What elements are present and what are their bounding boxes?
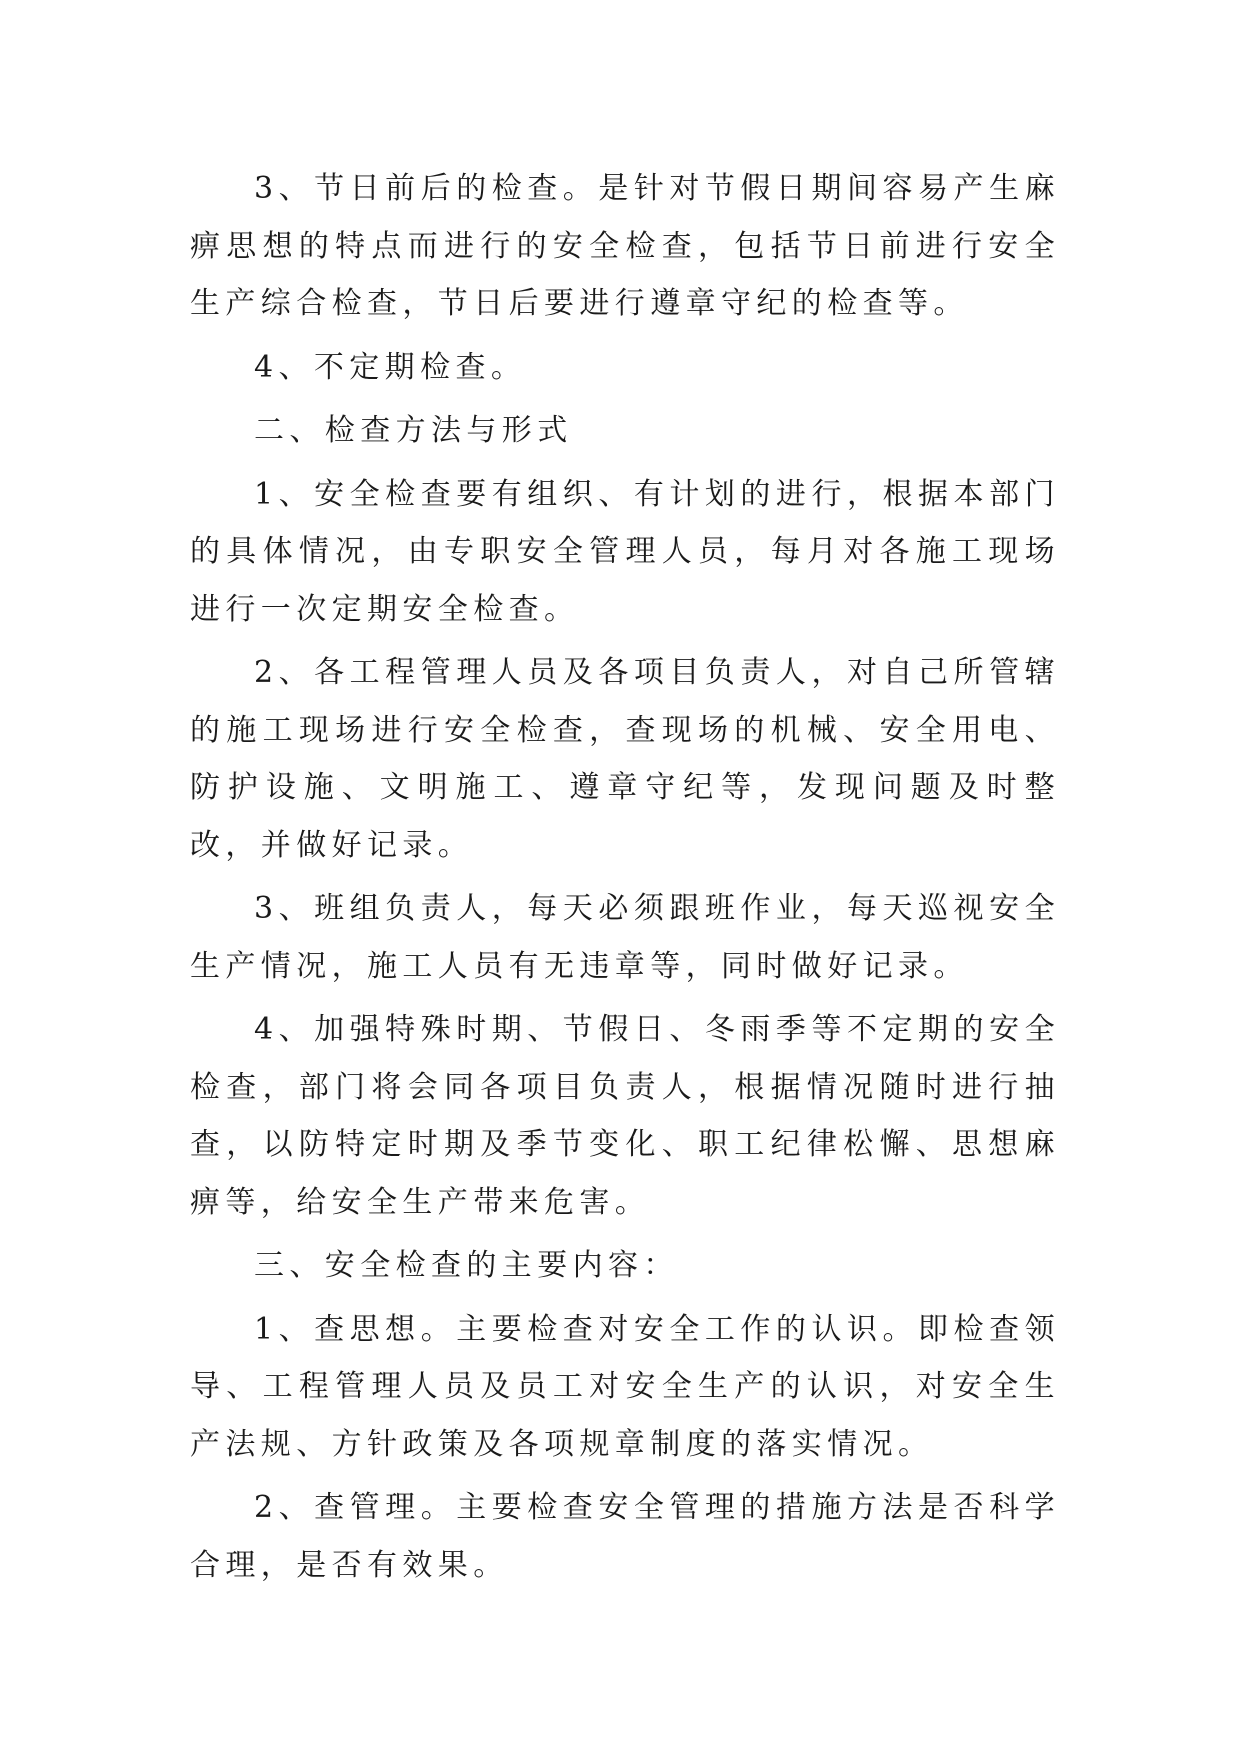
section-heading-contents: 三、安全检查的主要内容：: [254, 1248, 679, 1283]
paragraph-method-2: 2、各工程管理人员及各项目负责人，对自己所管辖的施工现场进行安全检查，查现场的机械、安全用电、防护设施、文明施工、遵章守纪等，发现问题及时整改，并做好记录。: [190, 655, 1060, 863]
paragraph-method-1: 1、安全检查要有组织、有计划的进行，根据本部门的具体情况，由专职安全管理人员，每月对各施工现场进行一次定期安全检查。: [190, 476, 1060, 627]
document-page: [190, 160, 1060, 1600]
paragraph-irregular-inspection: 4、不定期检查。: [254, 349, 527, 385]
paragraph-content-1: 1、查思想。主要检查对安全工作的认识。即检查领导、工程管理人员及员工对安全生产的认识，对安全生产法规、方针政策及各项规章制度的落实情况。: [190, 1311, 1060, 1462]
paragraph-content-2: 2、查管理。主要检查安全管理的措施方法是否科学合理，是否有效果。: [190, 1490, 1060, 1583]
paragraph-method-4: 4、加强特殊时期、节假日、冬雨季等不定期的安全检查，部门将会同各项目负责人，根据情况随时进行抽查，以防特定时期及季节变化、职工纪律松懈、思想麻痹等，给安全生产带来危害。: [190, 1012, 1060, 1220]
paragraph-holiday-inspection: 3、节日前后的检查。是针对节假日期间容易产生麻痹思想的特点而进行的安全检查，包括节日前进行安全生产综合检查，节日后要进行遵章守纪的检查等。: [190, 171, 1060, 321]
section-heading-methods: 二、检查方法与形式: [254, 413, 573, 448]
paragraph-method-3: 3、班组负责人，每天必须跟班作业，每天巡视安全生产情况，施工人员有无违章等，同时做好记录。: [190, 891, 1060, 984]
